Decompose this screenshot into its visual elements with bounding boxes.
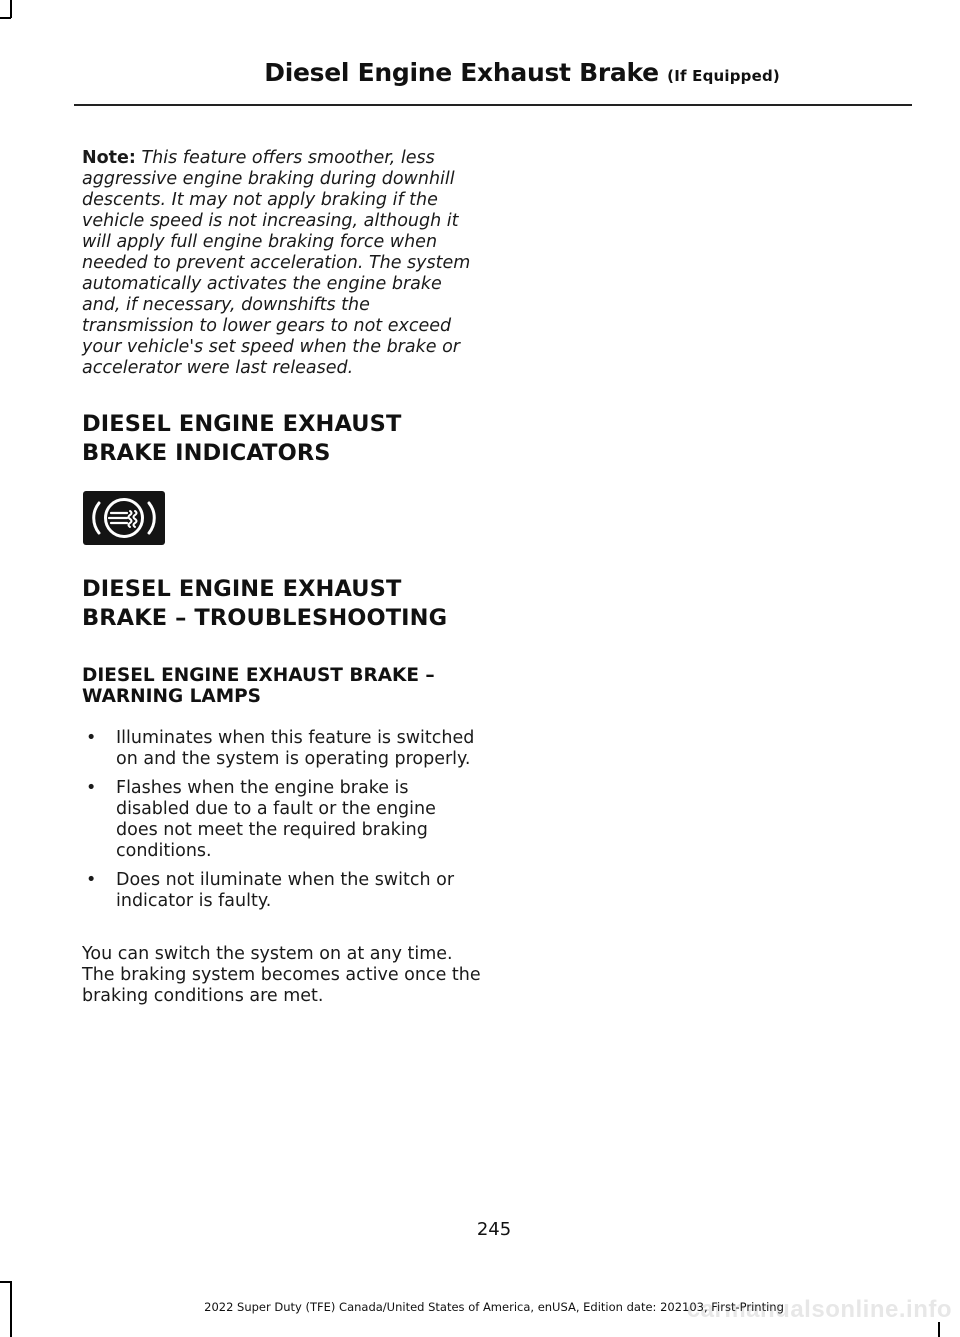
note-text: This feature offers smoother, less aggressive engine braking during downhill descents. It may not apply braking if the vehicle speed is not increasing, although it will apply full engine braking force when needed to prevent acceleration. The system automatically activates the engine brake and, if necessary, downshifts the transmission to lower gears to not exceed your vehicle's set speed when the brake or accelerator were last released.: [82, 148, 471, 378]
troubleshooting-heading-line1: DIESEL ENGINE EXHAUST: [82, 576, 402, 602]
warning-lamps-list: [82, 728, 482, 920]
list-item: [82, 728, 482, 770]
header-subtitle: (If Equipped): [667, 67, 780, 85]
list-item-text: Does not iluminate when the switch or indicator is faulty.: [116, 870, 455, 911]
list-item-text: Flashes when the engine brake is disabled due to a fault or the engine does not meet the required braking conditions.: [116, 778, 436, 861]
crop-mark-top-left-h: [0, 17, 11, 19]
troubleshooting-heading: [82, 575, 482, 633]
crop-mark-bottom-left-h: [0, 1281, 11, 1283]
crop-mark-top-left: [10, 0, 12, 18]
list-item: [82, 778, 482, 862]
body-paragraph: You can switch the system on at any time. The braking system becomes active once the braking conditions are met.: [82, 944, 481, 1006]
watermark: carmanualsonline.info: [686, 1296, 952, 1323]
note-block: [82, 148, 477, 379]
header-divider: [74, 104, 912, 106]
bullet-marker: •: [86, 728, 97, 748]
exhaust-brake-indicator-icon: [83, 491, 165, 545]
crop-mark-bottom-right: [938, 1322, 940, 1337]
header-title-text: Diesel Engine Exhaust Brake: [264, 58, 659, 87]
indicators-heading: [82, 410, 482, 468]
indicators-heading-line2: BRAKE INDICATORS: [82, 440, 331, 466]
bullet-marker: •: [86, 778, 97, 798]
page-footer: 2022 Super Duty (TFE) Canada/United States of America, enUSA, Edition date: 202103, First-Printing: [204, 1300, 784, 1314]
page-number: 245: [476, 1219, 512, 1240]
indicators-heading-line1: DIESEL ENGINE EXHAUST: [82, 411, 402, 437]
list-item: [82, 870, 482, 912]
note-label: Note:: [82, 148, 136, 168]
troubleshooting-heading-line2: BRAKE – TROUBLESHOOTING: [82, 605, 448, 631]
warning-lamps-heading: DIESEL ENGINE EXHAUST BRAKE – WARNING LAMPS: [82, 665, 435, 707]
bullet-marker: •: [86, 870, 97, 890]
page-header-title: [264, 58, 780, 87]
list-item-text: Illuminates when this feature is switched on and the system is operating properly.: [116, 728, 475, 769]
